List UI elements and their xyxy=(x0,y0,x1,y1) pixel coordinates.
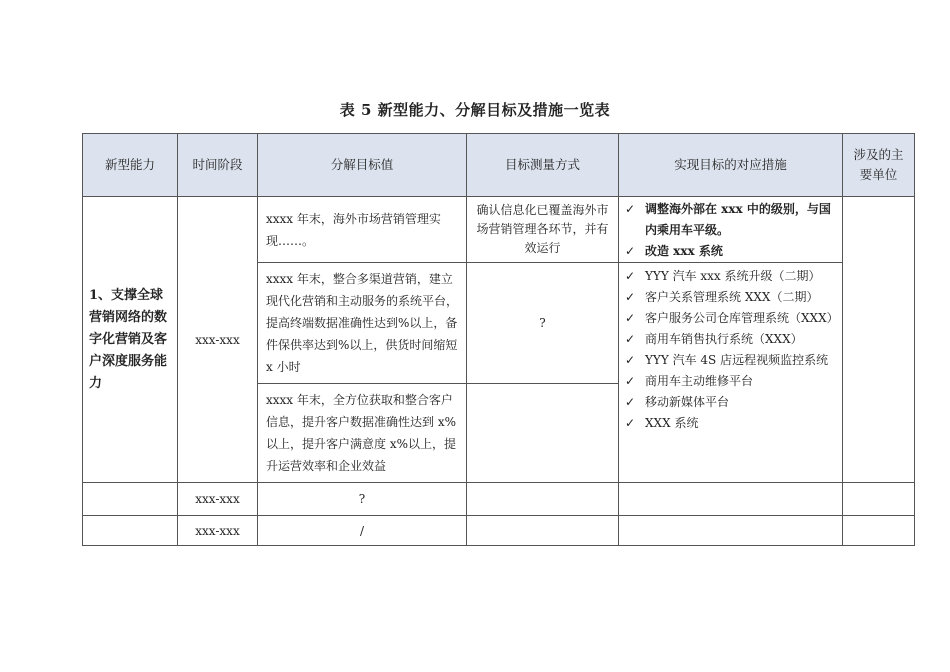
list-item: ✓ 调整海外部在 xxx 中的级别，与国内乘用车平级。 xyxy=(625,199,838,241)
units-cell xyxy=(843,516,915,546)
measures-cell xyxy=(619,516,843,546)
method-cell: 确认信息化已覆盖海外市场营销管理各环节，并有效运行 xyxy=(467,197,619,263)
header-measures: 实现目标的对应措施 xyxy=(619,134,843,197)
goal-cell: xxxx 年末，整合多渠道营销，建立现代化营销和主动服务的系统平台，提高终端数据准确性达到%以上，备件保供率达到%以上，供货时间缩短 x 小时 xyxy=(258,263,467,384)
list-item: ✓ 商用车主动维修平台 xyxy=(625,371,838,392)
check-icon: ✓ xyxy=(625,290,636,304)
capability-cell xyxy=(83,483,178,516)
measures-cell xyxy=(619,197,843,263)
list-item: ✓ YYY 汽车 4S 店远程视频监控系统 xyxy=(625,350,838,371)
goal-cell: xxxx 年末，全方位获取和整合客户信息，提升客户数据准确性达到 x%以上，提升客户满意度 x%以上，提升运营效率和企业效益 xyxy=(258,384,467,483)
table-row xyxy=(83,516,915,546)
check-icon: ✓ xyxy=(625,395,636,409)
header-units: 涉及的主要单位 xyxy=(843,134,915,197)
time-stage-cell: xxx-xxx xyxy=(178,483,258,516)
header-measurement: 目标测量方式 xyxy=(467,134,619,197)
check-icon: ✓ xyxy=(625,332,636,346)
table-row xyxy=(83,483,915,516)
capability-cell xyxy=(83,516,178,546)
capability-cell: 1、支撑全球营销网络的数字化营销及客户深度服务能力 xyxy=(83,197,178,483)
method-cell xyxy=(467,516,619,546)
check-icon: ✓ xyxy=(625,353,636,367)
list-item: ✓ XXX 系统 xyxy=(625,413,838,434)
units-cell xyxy=(843,483,915,516)
list-item: ✓ 客户服务公司仓库管理系统（XXX） xyxy=(625,308,838,329)
table-row xyxy=(83,197,915,263)
header-capability: 新型能力 xyxy=(83,134,178,197)
list-item: ✓ 改造 xxx 系统 xyxy=(625,241,838,262)
measures-cell xyxy=(619,483,843,516)
check-icon: ✓ xyxy=(625,269,636,283)
check-icon: ✓ xyxy=(625,311,636,325)
method-cell xyxy=(467,384,619,483)
goal-cell: / xyxy=(258,516,467,546)
method-cell: ? xyxy=(467,263,619,384)
check-icon: ✓ xyxy=(625,244,636,258)
check-icon: ✓ xyxy=(625,202,636,216)
check-icon: ✓ xyxy=(625,374,636,388)
time-stage-cell: xxx-xxx xyxy=(178,516,258,546)
capability-table xyxy=(82,133,915,546)
method-cell xyxy=(467,483,619,516)
header-target-value: 分解目标值 xyxy=(258,134,467,197)
list-item: ✓ YYY 汽车 xxx 系统升级（二期） xyxy=(625,266,838,287)
measures-cell xyxy=(619,263,843,483)
units-cell xyxy=(843,197,915,483)
table-title: 表 5 新型能力、分解目标及措施一览表 xyxy=(339,101,611,119)
goal-cell: xxxx 年末，海外市场营销管理实现……。 xyxy=(258,197,467,263)
time-stage-cell: xxx-xxx xyxy=(178,197,258,483)
header-row xyxy=(83,134,915,197)
list-item: ✓ 客户关系管理系统 XXX（二期） xyxy=(625,287,838,308)
list-item: ✓ 移动新媒体平台 xyxy=(625,392,838,413)
header-time-stage: 时间阶段 xyxy=(178,134,258,197)
check-icon: ✓ xyxy=(625,416,636,430)
list-item: ✓ 商用车销售执行系统（XXX） xyxy=(625,329,838,350)
goal-cell: ? xyxy=(258,483,467,516)
